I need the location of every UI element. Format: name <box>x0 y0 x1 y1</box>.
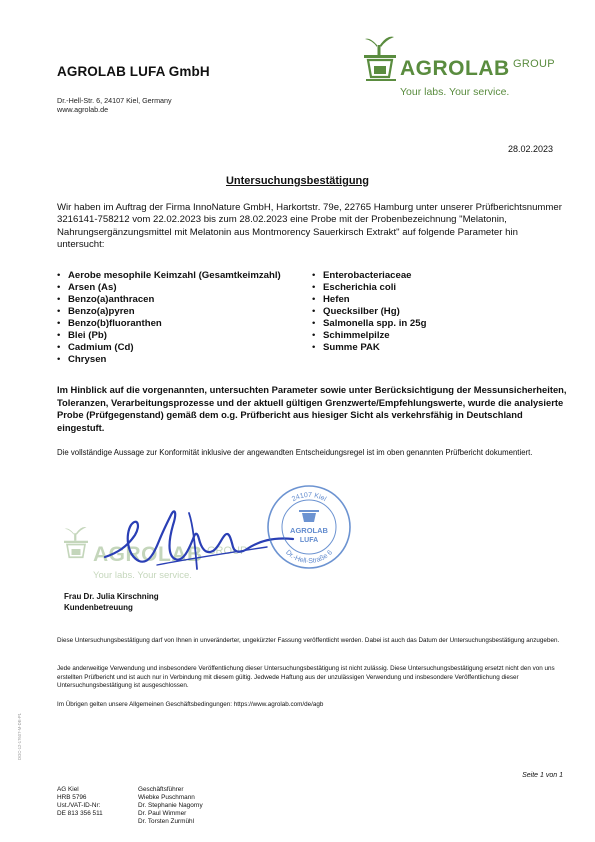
signer-role: Kundenbetreuung <box>64 603 133 612</box>
parameter-label: Chrysen <box>68 354 107 365</box>
parameter-label: Benzo(a)pyren <box>68 306 135 317</box>
parameter-label: Quecksilber (Hg) <box>323 306 400 317</box>
intro-paragraph: Wir haben im Auftrag der Firma InnoNature GmbH, Harkortstr. 79e, 22765 Hamburg unter unserer Prüfberichtsnummer 3216141-758212 vom 22.02.2023 bis zum 28.02.2023 eine Probe mit der Probenbezeichnung "Melatonin, Nahrungsergänzungsmittel mit Melatonin aus Montmorency Sauerkirsch Extrakt" auf folgende Parameter hin untersucht: <box>57 202 562 251</box>
faded-logo-flask-icon <box>61 523 91 563</box>
document-code: DOC-12-17607-M-DE-P1 <box>17 712 22 760</box>
svg-text:24107 Kiel <box>291 492 328 503</box>
footer-management <box>138 786 203 826</box>
parameter-list-left <box>57 270 281 366</box>
parameter-label: Benzo(b)fluoranthen <box>68 318 162 329</box>
footer-line: Dr. Stephanie Nagorny <box>138 802 203 809</box>
bullet: • <box>312 294 316 305</box>
stamp-flask-icon <box>299 510 319 522</box>
address-line: Dr.-Hell-Str. 6, 24107 Kiel, Germany <box>57 96 172 105</box>
parameter-item <box>57 282 281 294</box>
footer-line: AG Kiel <box>57 786 79 793</box>
bullet: • <box>57 294 61 305</box>
stamp-name1: AGROLAB <box>290 526 328 535</box>
bullet: • <box>57 270 61 281</box>
logo-group-text: GROUP <box>513 58 555 70</box>
parameter-item <box>57 342 281 354</box>
company-address <box>57 96 172 114</box>
bullet: • <box>57 330 61 341</box>
bullet: • <box>312 270 316 281</box>
parameter-item <box>312 294 426 306</box>
bullet: • <box>57 306 61 317</box>
parameter-label: Blei (Pb) <box>68 330 107 341</box>
bullet: • <box>57 342 61 353</box>
parameter-item <box>57 306 281 318</box>
footer-line: DE 813 356 511 <box>57 810 103 817</box>
parameter-label: Escherichia coli <box>323 282 397 293</box>
footer-line: Wiebke Puschmann <box>138 794 195 801</box>
footer-line: Dr. Torsten Zurmühl <box>138 818 194 825</box>
parameter-item <box>57 270 281 282</box>
parameter-item <box>57 354 281 366</box>
faded-logo-group: GROUP <box>207 545 248 557</box>
bullet: • <box>57 282 61 293</box>
signer-name: Frau Dr. Julia Kirschning <box>64 592 159 601</box>
bullet: • <box>312 282 316 293</box>
parameter-label: Cadmium (Cd) <box>68 342 134 353</box>
parameter-label: Aerobe mesophile Keimzahl (Gesamtkeimzahl) <box>68 270 281 281</box>
conclusion-paragraph: Im Hinblick auf die vorgenannten, untersuchten Parameter sowie unter Berücksichtigung der Messunsicherheiten, Toleranzen, Verarbeitungsprozesse und der aktuell gültigen Grenzwerte/Empfehlungswerte, wurde die analysierte Probe (Prüfgegenstand) gemäß dem o.g. Prüfbericht aus hiesiger Sicht als verkehrsfähig in Deutschland eingestuft. <box>57 384 567 433</box>
agrolab-logo <box>360 33 565 101</box>
website-link[interactable]: www.agrolab.de <box>57 105 109 114</box>
signer-block <box>64 591 159 613</box>
footer-line: HRB 5796 <box>57 794 87 801</box>
parameter-item <box>312 342 426 354</box>
logo-slogan: Your labs. Your service. <box>400 86 510 98</box>
parameter-label: Enterobacteriaceae <box>323 270 412 281</box>
parameter-item <box>312 282 426 294</box>
company-stamp <box>266 484 352 570</box>
parameter-item <box>57 294 281 306</box>
faded-logo-wordmark: AGROLAB <box>93 543 203 566</box>
footer-line: Dr. Paul Wimmer <box>138 810 187 817</box>
lab-flask-icon <box>360 33 400 83</box>
parameter-item <box>312 318 426 330</box>
usage-restriction-note: Jede anderweitige Verwendung und insbesondere Veröffentlichung dieser Untersuchungsbestätigung ist nicht zulässig. Diese Untersuchungsbestätigung ersetzt nicht den von uns erstellten Prüfbericht und ist auch nur in Verbindung mit diesem gültig. Jedwede Haftung aus der unzulässigen Verwendung und insbesondere Veröffentlichung dieser Untersuchungsbestätigung ist ausgeschlossen. <box>57 665 555 690</box>
stamp-bottom-text: Dr.-Hell-Straße 6 <box>284 549 334 566</box>
parameter-list-right <box>312 270 426 354</box>
bullet: • <box>312 318 316 329</box>
parameter-label: Benzo(a)anthracen <box>68 294 155 305</box>
parameter-item <box>312 270 426 282</box>
bullet: • <box>312 330 316 341</box>
parameter-label: Salmonella spp. in 25g <box>323 318 427 329</box>
bullet: • <box>312 342 316 353</box>
parameter-item <box>312 330 426 342</box>
page-number: Seite 1 von 1 <box>522 772 563 779</box>
bullet: • <box>57 354 61 365</box>
footer-line: Ust./VAT-ID-Nr: <box>57 802 101 809</box>
terms-note: Im Übrigen gelten unsere Allgemeinen Geschäftsbedingungen: https://www.agrolab.com/de/agb <box>57 701 324 708</box>
parameter-item <box>312 306 426 318</box>
parameter-label: Arsen (As) <box>68 282 117 293</box>
bullet: • <box>312 306 316 317</box>
bullet: • <box>57 318 61 329</box>
faded-logo-slogan: Your labs. Your service. <box>93 570 192 581</box>
parameter-label: Schimmelpilze <box>323 330 390 341</box>
stamp-top-text: 24107 Kiel <box>290 491 328 504</box>
conformity-statement: Die vollständige Aussage zur Konformität inklusive der angewandten Entscheidungsregel ist im oben genannten Prüfbericht dokumentiert. <box>57 448 533 457</box>
company-name: AGROLAB LUFA GmbH <box>57 64 210 79</box>
parameter-label: Summe PAK <box>323 342 380 353</box>
svg-text:Dr.-Hell-Straße 6 <box>284 549 334 565</box>
logo-wordmark: AGROLAB <box>400 57 510 80</box>
stamp-name2: LUFA <box>299 537 319 544</box>
document-date: 28.02.2023 <box>507 144 553 154</box>
parameter-item <box>57 330 281 342</box>
document-title: Untersuchungsbestätigung <box>225 175 369 187</box>
footer-line: Geschäftsführer <box>138 786 184 793</box>
parameter-item <box>57 318 281 330</box>
footer-registration <box>57 786 103 818</box>
parameter-label: Hefen <box>323 294 350 305</box>
publication-note: Diese Untersuchungsbestätigung darf von Ihnen in unveränderter, ungekürzter Fassung veröffentlicht werden. Dabei ist auch das Datum der Untersuchungsbestätigung anzugeben. <box>57 637 560 644</box>
